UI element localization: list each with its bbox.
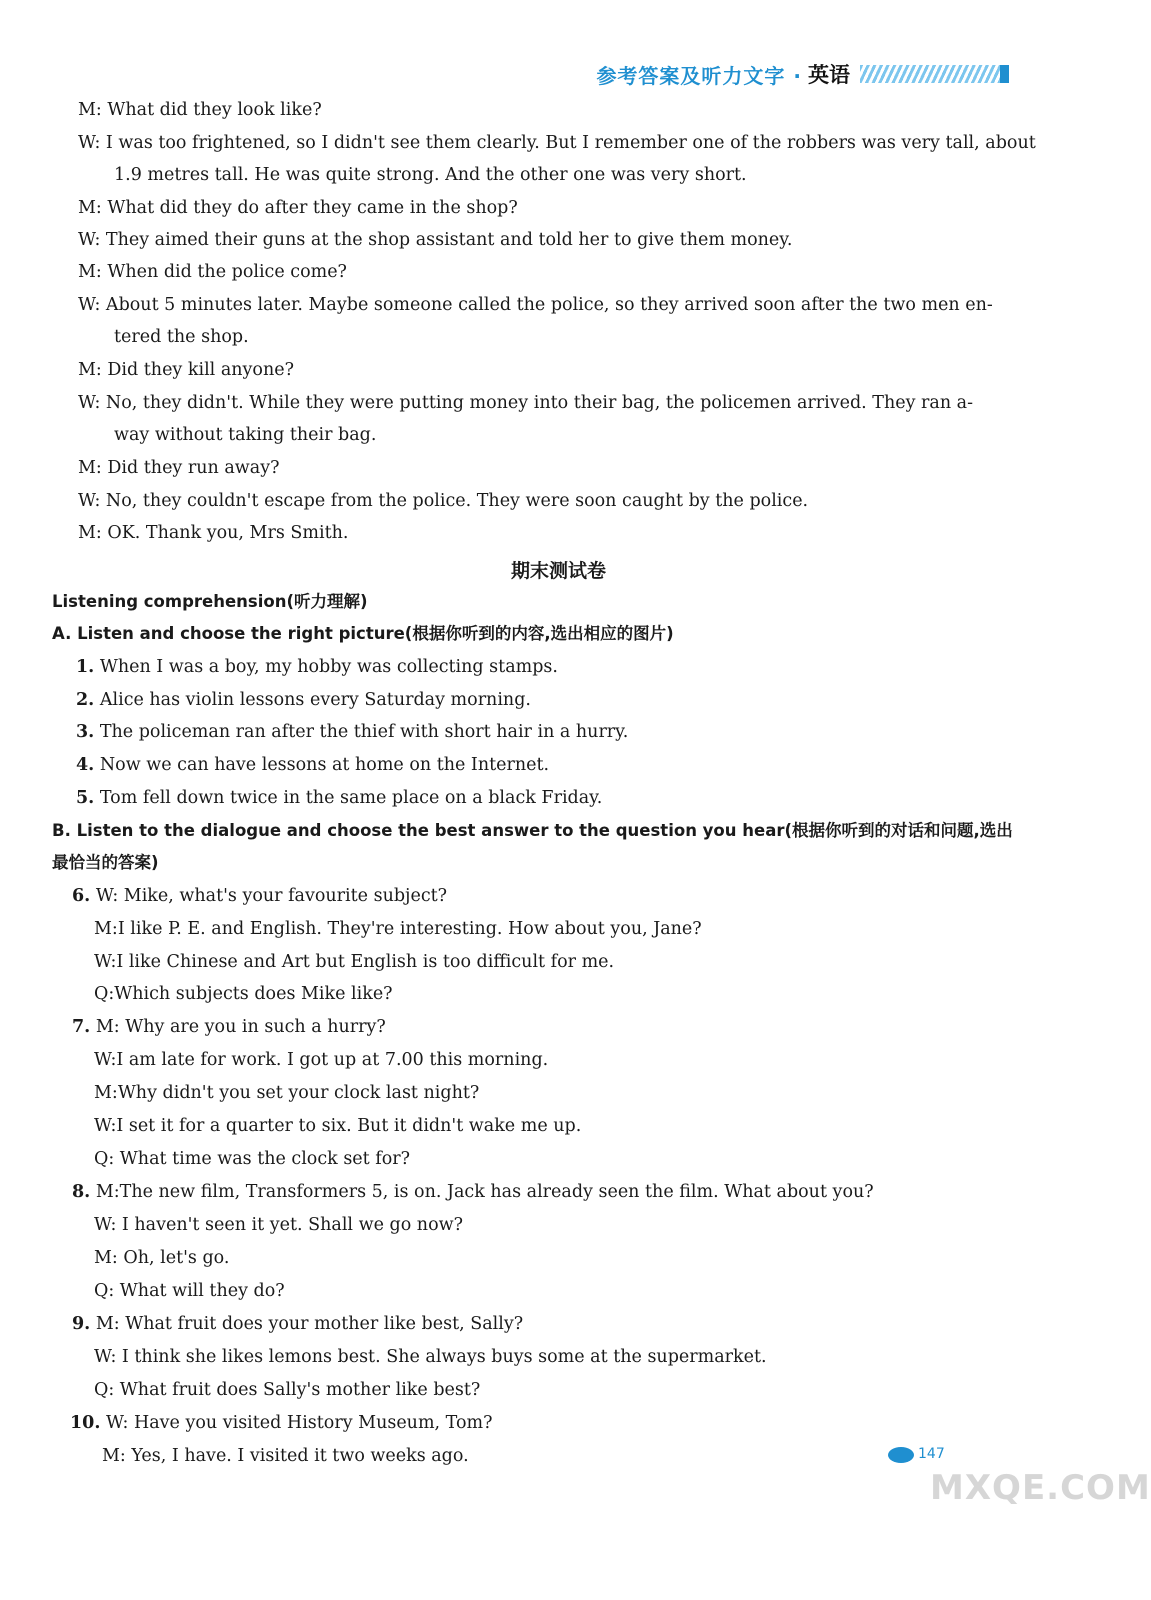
question-line: W:I set it for a quarter to six. But it didn't wake me up. bbox=[94, 1116, 582, 1136]
dialogue-line: M: What did they do after they came in the shop? bbox=[78, 198, 518, 218]
question-line: W:I like Chinese and Art but English is too difficult for me. bbox=[94, 952, 615, 972]
dialogue-line: W: No, they didn't. While they were putting money into their bag, the policemen arrived. They ran a- bbox=[78, 393, 974, 413]
footer-dot-icon bbox=[888, 1447, 914, 1463]
question-line: 9. M: What fruit does your mother like best, Sally? bbox=[72, 1314, 524, 1334]
dialogue-line: M: What did they look like? bbox=[78, 100, 322, 120]
list-item: 4. Now we can have lessons at home on the Internet. bbox=[76, 755, 550, 775]
listening-heading: Listening comprehension(听力理解) bbox=[52, 592, 368, 611]
question-line: 8. M:The new film, Transformers 5, is on. Jack has already seen the film. What about you? bbox=[72, 1182, 874, 1202]
question-line: 6. W: Mike, what's your favourite subject? bbox=[72, 886, 448, 906]
list-item: 1. When I was a boy, my hobby was collecting stamps. bbox=[76, 657, 558, 677]
dialogue-line: M: Did they run away? bbox=[78, 458, 280, 478]
dialogue-line: M: OK. Thank you, Mrs Smith. bbox=[78, 523, 349, 543]
part-b-heading-cont: 最恰当的答案) bbox=[52, 853, 159, 872]
list-item: 3. The policeman ran after the thief with short hair in a hurry. bbox=[76, 722, 629, 742]
question-line: Q: What fruit does Sally's mother like best? bbox=[94, 1380, 481, 1400]
header-title: 参考答案及听力文字 · bbox=[596, 63, 802, 88]
dialogue-line: W: They aimed their guns at the shop assistant and told her to give them money. bbox=[78, 230, 793, 250]
question-line: W: I think she likes lemons best. She always buys some at the supermarket. bbox=[94, 1347, 767, 1367]
watermark: MXQE.COM bbox=[930, 1468, 1151, 1508]
header-subject: 英语 bbox=[808, 63, 850, 87]
part-a-heading: A. Listen and choose the right picture(根据你听到的内容,选出相应的图片) bbox=[52, 624, 674, 643]
header-decor-bar bbox=[860, 65, 1000, 83]
part-b-heading: B. Listen to the dialogue and choose the best answer to the question you hear(根据你听到的对话和问题,选出 bbox=[52, 821, 1013, 840]
question-line: M: Oh, let's go. bbox=[94, 1248, 230, 1268]
question-line: Q: What will they do? bbox=[94, 1281, 285, 1301]
question-line: Q: What time was the clock set for? bbox=[94, 1149, 411, 1169]
dialogue-line: way without taking their bag. bbox=[114, 425, 377, 445]
list-item: 5. Tom fell down twice in the same place on a black Friday. bbox=[76, 788, 603, 808]
question-line: M: Yes, I have. I visited it two weeks ago. bbox=[102, 1446, 469, 1466]
dialogue-line: tered the shop. bbox=[114, 327, 249, 347]
page-header bbox=[596, 58, 1009, 90]
section-title: 期末测试卷 bbox=[510, 560, 606, 582]
dialogue-line: M: Did they kill anyone? bbox=[78, 360, 294, 380]
page-number: 147 bbox=[918, 1446, 945, 1462]
question-line: 7. M: Why are you in such a hurry? bbox=[72, 1017, 386, 1037]
question-line: 10. W: Have you visited History Museum, Tom? bbox=[70, 1413, 493, 1433]
dialogue-line: 1.9 metres tall. He was quite strong. And the other one was very short. bbox=[114, 165, 747, 185]
dialogue-line: M: When did the police come? bbox=[78, 262, 347, 282]
dialogue-line: W: About 5 minutes later. Maybe someone called the police, so they arrived soon after the two men en- bbox=[78, 295, 993, 315]
list-item: 2. Alice has violin lessons every Saturday morning. bbox=[76, 690, 531, 710]
dialogue-line: W: No, they couldn't escape from the police. They were soon caught by the police. bbox=[78, 491, 809, 511]
question-line: W: I haven't seen it yet. Shall we go now? bbox=[94, 1215, 463, 1235]
question-line: M:Why didn't you set your clock last night? bbox=[94, 1083, 480, 1103]
question-line: Q:Which subjects does Mike like? bbox=[94, 984, 393, 1004]
question-line: W:I am late for work. I got up at 7.00 this morning. bbox=[94, 1050, 549, 1070]
question-line: M:I like P. E. and English. They're interesting. How about you, Jane? bbox=[94, 919, 702, 939]
dialogue-line: W: I was too frightened, so I didn't see them clearly. But I remember one of the robbers was very tall, about bbox=[78, 133, 1036, 153]
header-decor-tab bbox=[1000, 65, 1009, 83]
